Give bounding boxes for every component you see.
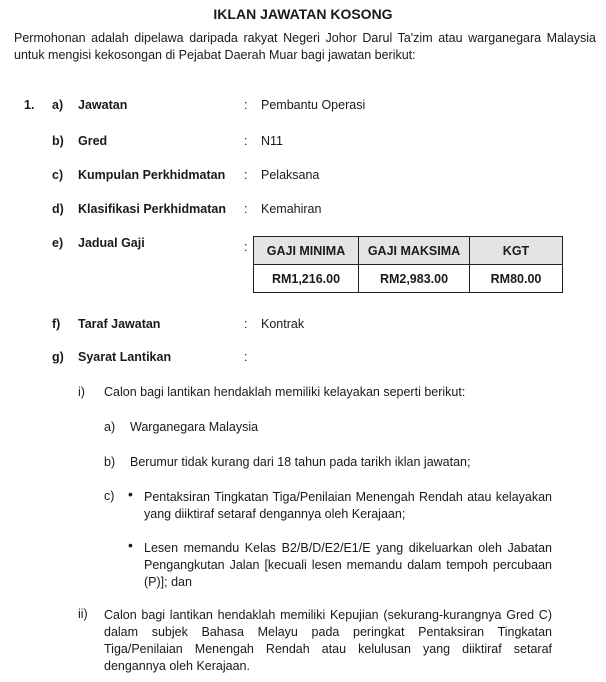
field-label-kumpulan: Kumpulan Perkhidmatan [78,168,226,182]
colon: : [244,350,248,364]
intro-paragraph: Permohonan adalah dipelawa daripada rakyat Negeri Johor Darul Ta'zim atau warganegara Malaysia untuk mengisi kekosongan di Pejabat Daerah Muar bagi jawatan berikut: [14,31,596,62]
salary-value-kgt: RM80.00 [470,265,563,293]
field-label-gred: Gred [78,134,108,148]
salary-table [253,236,563,293]
field-letter-jawatan: a) [52,98,64,112]
sub-letter-b: b) [104,455,116,469]
bullet-icon: • [128,537,133,553]
salary-table-value-row [254,265,563,293]
sub-letter-a: a) [104,420,116,434]
colon: : [244,168,248,182]
field-letter-taraf: f) [52,317,61,331]
salary-header-min: GAJI MINIMA [254,237,359,265]
sub-text-c-bullet-1: Pentaksiran Tingkatan Tiga/Penilaian Menengah Rendah atau kelayakan yang diiktiraf setaraf dengannya oleh Kerajaan; [144,490,552,521]
field-label-jawatan: Jawatan [78,98,128,112]
salary-header-kgt: KGT [470,237,563,265]
field-letter-jadual: e) [52,236,64,250]
salary-table-header-row [254,237,563,265]
bullet-icon: • [128,486,133,502]
page-title: IKLAN JAWATAN KOSONG [213,6,393,22]
field-label-syarat: Syarat Lantikan [78,350,172,364]
sub-text-a: Warganegara Malaysia [130,420,259,434]
field-value-jawatan: Pembantu Operasi [261,98,366,112]
field-value-taraf: Kontrak [261,317,305,331]
sub-text-b: Berumur tidak kurang dari 18 tahun pada tarikh iklan jawatan; [130,455,471,469]
sub-letter-c: c) [104,489,115,503]
salary-value-max: RM2,983.00 [359,265,470,293]
colon: : [244,240,248,254]
colon: : [244,134,248,148]
salary-header-max: GAJI MAKSIMA [359,237,470,265]
field-label-klasifikasi: Klasifikasi Perkhidmatan [78,202,226,216]
field-value-klasifikasi: Kemahiran [261,202,322,216]
field-value-kumpulan: Pelaksana [261,168,320,182]
requirement-number-ii: ii) [78,607,88,621]
salary-value-min: RM1,216.00 [254,265,359,293]
field-value-gred: N11 [261,134,284,148]
requirement-text-ii: Calon bagi lantikan hendaklah memiliki Kepujian (sekurang-kurangnya Gred C) dalam subjek Bahasa Melayu pada peringkat Pentaksiran Tingkatan Tiga/Penilaian Menengah Rendah atau kelulusan yang diiktiraf setaraf dengannya oleh Kerajaan. [104,608,552,673]
item-number: 1. [24,98,35,112]
field-label-jadual: Jadual Gaji [78,236,145,250]
field-letter-gred: b) [52,134,64,148]
colon: : [244,202,248,216]
requirement-text-i: Calon bagi lantikan hendaklah memiliki kelayakan seperti berikut: [104,385,466,399]
field-label-taraf: Taraf Jawatan [78,317,161,331]
colon: : [244,317,248,331]
field-letter-syarat: g) [52,350,64,364]
field-letter-klasifikasi: d) [52,202,64,216]
requirement-number-i: i) [78,385,85,399]
colon: : [244,98,248,112]
field-letter-kumpulan: c) [52,168,64,182]
sub-text-c-bullet-2: Lesen memandu Kelas B2/B/D/E2/E1/E yang dikeluarkan oleh Jabatan Pengangkutan Jalan [kecuali lesen memandu dalam tempoh percubaan (P)]; dan [144,541,552,589]
